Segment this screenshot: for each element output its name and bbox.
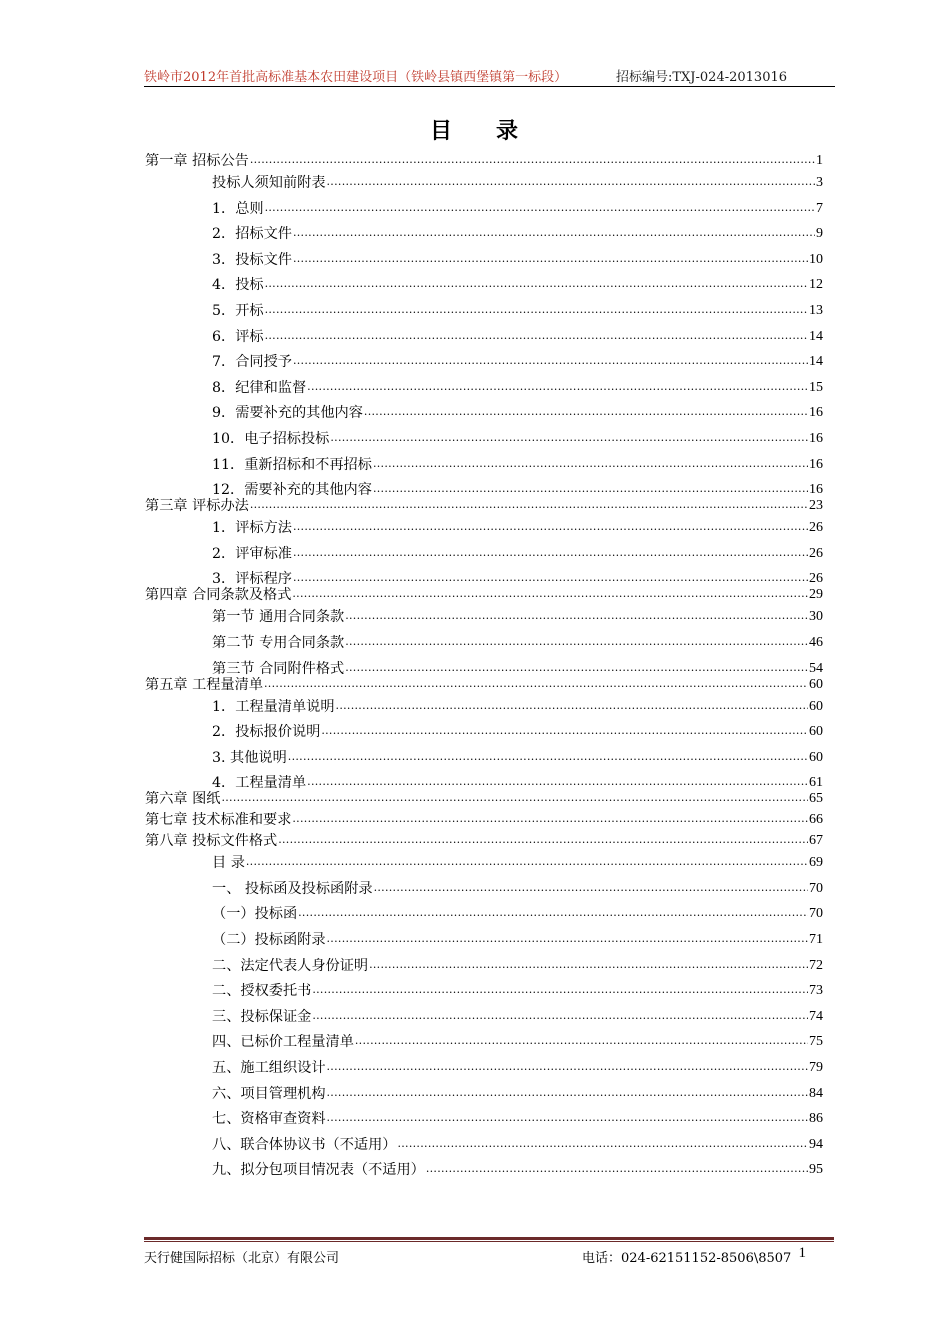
toc-entry-label: 八、联合体协议书（不适用） [212, 1136, 397, 1153]
toc-entry-label: 2．招标文件 [212, 226, 292, 243]
toc-entry-page: 84 [809, 1085, 823, 1101]
toc-leader-dots [307, 380, 808, 396]
toc-leader-dots [327, 932, 808, 948]
toc-entry-page: 69 [809, 855, 823, 871]
toc-entry[interactable] [145, 635, 823, 651]
toc-entry-label: 目 录 [212, 855, 245, 872]
toc-entry[interactable] [145, 750, 823, 766]
toc-leader-dots [307, 775, 808, 791]
toc-entry[interactable] [145, 571, 823, 587]
toc-leader-dots [364, 405, 808, 421]
toc-entry-page: 26 [809, 571, 823, 587]
toc-entry[interactable] [145, 380, 823, 396]
toc-leader-dots [293, 571, 808, 587]
toc-leader-dots [293, 546, 808, 562]
phone-number: 电话：024-62151152-8506\8507 [582, 1251, 792, 1266]
toc-entry-page: 16 [809, 405, 823, 421]
toc-entry[interactable] [145, 1009, 823, 1025]
toc-entry-label: 1．总则 [212, 200, 264, 217]
page-number: 1 [798, 1245, 806, 1261]
toc-leader-dots [250, 498, 808, 514]
header-divider [144, 86, 835, 87]
toc-title-char-1: 目 [429, 118, 454, 144]
toc-leader-dots [246, 855, 808, 871]
toc-entry-label: 10．电子招标投标 [212, 430, 330, 447]
toc-entry-page: 79 [809, 1060, 823, 1076]
toc-entry[interactable] [145, 153, 823, 169]
toc-entry-page: 46 [809, 634, 823, 650]
toc-entry-label: 二、授权委托书 [212, 983, 312, 1000]
toc-leader-dots [355, 1034, 808, 1050]
toc-entry-label: 第七章 技术标准和要求 [145, 812, 292, 829]
toc-entry-page: 74 [809, 1008, 823, 1024]
toc-entry-page: 9 [816, 226, 823, 242]
toc-entry-page: 30 [809, 609, 823, 625]
toc-leader-dots [345, 635, 808, 651]
toc-entry-page: 23 [809, 498, 823, 514]
toc-leader-dots [426, 1162, 808, 1178]
toc-leader-dots [292, 587, 808, 603]
toc-entry[interactable] [145, 855, 823, 871]
toc-entry-label: （二）投标函附录 [212, 932, 326, 949]
toc-entry-label: 7．合同授予 [212, 354, 292, 371]
toc-entry-page: 65 [809, 791, 823, 807]
toc-entry[interactable] [145, 812, 823, 828]
toc-entry-page: 70 [809, 906, 823, 922]
toc-entry[interactable] [145, 354, 823, 370]
toc-leader-dots [312, 983, 808, 999]
toc-entry-page: 13 [809, 302, 823, 318]
toc-entry[interactable] [145, 457, 823, 473]
toc-entry-page: 16 [809, 482, 823, 498]
toc-leader-dots [327, 1111, 808, 1127]
page-header [144, 66, 834, 86]
toc-entry[interactable] [145, 303, 823, 319]
toc-entry-page: 60 [809, 724, 823, 740]
toc-entry-page: 10 [809, 251, 823, 267]
toc-entry[interactable] [145, 546, 823, 562]
page-footer [144, 1247, 834, 1267]
toc-entry[interactable] [145, 609, 823, 625]
toc-entry-page: 86 [809, 1111, 823, 1127]
toc-entry[interactable] [145, 329, 823, 345]
toc-entry-page: 75 [809, 1034, 823, 1050]
toc-leader-dots [265, 277, 808, 293]
toc-entry[interactable] [145, 1162, 823, 1178]
toc-entry-label: 3. 其他说明 [212, 749, 287, 766]
footer-divider-thin [144, 1241, 834, 1242]
toc-entry-page: 7 [816, 200, 823, 216]
toc-entry-label: 第八章 投标文件格式 [145, 833, 278, 850]
toc-leader-dots [278, 833, 808, 849]
toc-entry[interactable] [145, 1034, 823, 1050]
toc-entry-page: 73 [809, 983, 823, 999]
project-title: 铁岭市2012年首批高标准基本农田建设项目（铁岭县镇西堡镇第一标段） [144, 70, 568, 85]
toc-entry-label: 11．重新招标和不再招标 [212, 456, 372, 473]
toc-entry[interactable] [145, 791, 823, 807]
toc-entry-page: 29 [809, 587, 823, 603]
toc-leader-dots [221, 791, 808, 807]
toc-entry-label: 4．投标 [212, 277, 264, 294]
toc-entry-page: 94 [809, 1136, 823, 1152]
toc-entry[interactable] [145, 201, 823, 217]
toc-entry-label: 三、投标保证金 [212, 1008, 312, 1025]
footer-divider-thick [144, 1237, 834, 1240]
toc-entry[interactable] [145, 226, 823, 242]
toc-entry-label: 6．评标 [212, 328, 264, 345]
toc-leader-dots [265, 201, 815, 217]
toc-entry[interactable] [145, 833, 823, 849]
toc-entry-page: 70 [809, 880, 823, 896]
toc-entry-page: 12 [809, 277, 823, 293]
toc-entry[interactable] [145, 1060, 823, 1076]
toc-entry-label: 1．评标方法 [212, 520, 292, 537]
toc-leader-dots [293, 354, 808, 370]
toc-entry[interactable] [145, 1111, 823, 1127]
toc-leader-dots [374, 881, 808, 897]
toc-entry[interactable] [145, 983, 823, 999]
toc-leader-dots [265, 303, 808, 319]
toc-entry-page: 60 [809, 698, 823, 714]
toc-entry-label: 第一章 招标公告 [145, 153, 249, 169]
toc-leader-dots [369, 958, 808, 974]
toc-entry[interactable] [145, 677, 823, 693]
toc-entry-label: 第二节 专用合同条款 [212, 634, 345, 651]
toc-leader-dots [345, 661, 808, 677]
toc-entry-page: 14 [809, 354, 823, 370]
toc-entry-label: 5．开标 [212, 302, 264, 319]
toc-entry[interactable] [145, 958, 823, 974]
toc-entry-label: 九、拟分包项目情况表（不适用） [212, 1162, 425, 1179]
toc-leader-dots [330, 431, 808, 447]
toc-entry[interactable] [145, 175, 823, 191]
toc-entry-page: 54 [809, 660, 823, 676]
toc-leader-dots [327, 1060, 808, 1076]
toc-entry-label: 9．需要补充的其他内容 [212, 405, 363, 422]
toc-entry-label: 第五章 工程量清单 [145, 676, 264, 693]
toc-entry-label: 12．需要补充的其他内容 [212, 482, 372, 499]
toc-entry-label: 一、 投标函及投标函附录 [212, 880, 373, 897]
toc-entry-page: 71 [809, 932, 823, 948]
toc-leader-dots [288, 750, 808, 766]
toc-entry-page: 26 [809, 545, 823, 561]
toc-entry-label: 第三章 评标办法 [145, 498, 249, 515]
toc-entry[interactable] [145, 1086, 823, 1102]
toc-entry-label: 第六章 图纸 [145, 791, 221, 808]
toc-entry-page: 61 [809, 775, 823, 791]
toc-leader-dots [264, 677, 808, 693]
toc-entry[interactable] [145, 1137, 823, 1153]
toc-entry[interactable] [145, 252, 823, 268]
toc-entry-label: 8．纪律和监督 [212, 379, 307, 396]
toc-entry-label: 2．评审标准 [212, 545, 292, 562]
toc-entry[interactable] [145, 661, 823, 677]
toc-entry[interactable] [145, 906, 823, 922]
toc-entry-page: 26 [809, 520, 823, 536]
toc-entry-label: 3．投标文件 [212, 251, 292, 268]
table-of-contents [145, 153, 823, 1188]
toc-leader-dots [373, 457, 808, 473]
toc-entry[interactable] [145, 699, 823, 715]
toc-entry-page: 16 [809, 456, 823, 472]
toc-entry[interactable] [145, 775, 823, 791]
toc-entry[interactable] [145, 587, 823, 603]
toc-entry[interactable] [145, 431, 823, 447]
toc-entry-label: （一）投标函 [212, 906, 298, 923]
toc-entry[interactable] [145, 277, 823, 293]
toc-leader-dots [298, 906, 808, 922]
toc-entry-label: 七、资格审查资料 [212, 1111, 326, 1128]
toc-leader-dots [265, 329, 808, 345]
toc-entry[interactable] [145, 405, 823, 421]
toc-title [0, 114, 950, 145]
toc-leader-dots [397, 1137, 808, 1153]
toc-title-char-2: 录 [496, 118, 521, 144]
toc-entry[interactable] [145, 932, 823, 948]
toc-entry-page: 66 [809, 812, 823, 828]
toc-entry-label: 4．工程量清单 [212, 775, 307, 792]
toc-leader-dots [345, 609, 808, 625]
toc-entry-page: 95 [809, 1162, 823, 1178]
toc-entry-page: 1 [816, 153, 823, 168]
toc-leader-dots [293, 226, 815, 242]
toc-entry-label: 投标人须知前附表 [212, 175, 326, 191]
toc-entry[interactable] [145, 724, 823, 740]
tender-code: 招标编号:TXJ-024-2013016 [616, 70, 788, 85]
toc-entry-page: 72 [809, 957, 823, 973]
toc-leader-dots [373, 482, 808, 498]
toc-entry-page: 16 [809, 430, 823, 446]
toc-entry-page: 67 [809, 833, 823, 849]
toc-leader-dots [336, 699, 808, 715]
toc-leader-dots [292, 812, 808, 828]
toc-leader-dots [293, 252, 808, 268]
toc-entry[interactable] [145, 881, 823, 897]
toc-entry-page: 60 [809, 749, 823, 765]
toc-leader-dots [250, 153, 815, 169]
toc-entry-label: 第三节 合同附件格式 [212, 660, 345, 677]
toc-entry-label: 第一节 通用合同条款 [212, 609, 345, 626]
toc-leader-dots [312, 1009, 808, 1025]
toc-leader-dots [321, 724, 808, 740]
toc-entry-page: 15 [809, 379, 823, 395]
toc-leader-dots [327, 175, 815, 191]
toc-entry[interactable] [145, 482, 823, 498]
toc-entry-label: 五、施工组织设计 [212, 1060, 326, 1077]
toc-entry[interactable] [145, 520, 823, 536]
toc-leader-dots [293, 520, 808, 536]
toc-entry-label: 2．投标报价说明 [212, 724, 321, 741]
toc-entry-label: 1．工程量清单说明 [212, 698, 335, 715]
toc-leader-dots [327, 1086, 808, 1102]
company-name: 天行健国际招标（北京）有限公司 [144, 1251, 340, 1266]
toc-entry-page: 14 [809, 328, 823, 344]
toc-entry-label: 第四章 合同条款及格式 [145, 587, 292, 604]
toc-entry-label: 3．评标程序 [212, 571, 292, 588]
toc-entry-page: 60 [809, 676, 823, 692]
toc-entry-page: 3 [816, 175, 823, 190]
toc-entry-label: 四、已标价工程量清单 [212, 1034, 354, 1051]
toc-entry-label: 二、法定代表人身份证明 [212, 957, 369, 974]
toc-entry-label: 六、项目管理机构 [212, 1085, 326, 1102]
toc-entry[interactable] [145, 498, 823, 514]
